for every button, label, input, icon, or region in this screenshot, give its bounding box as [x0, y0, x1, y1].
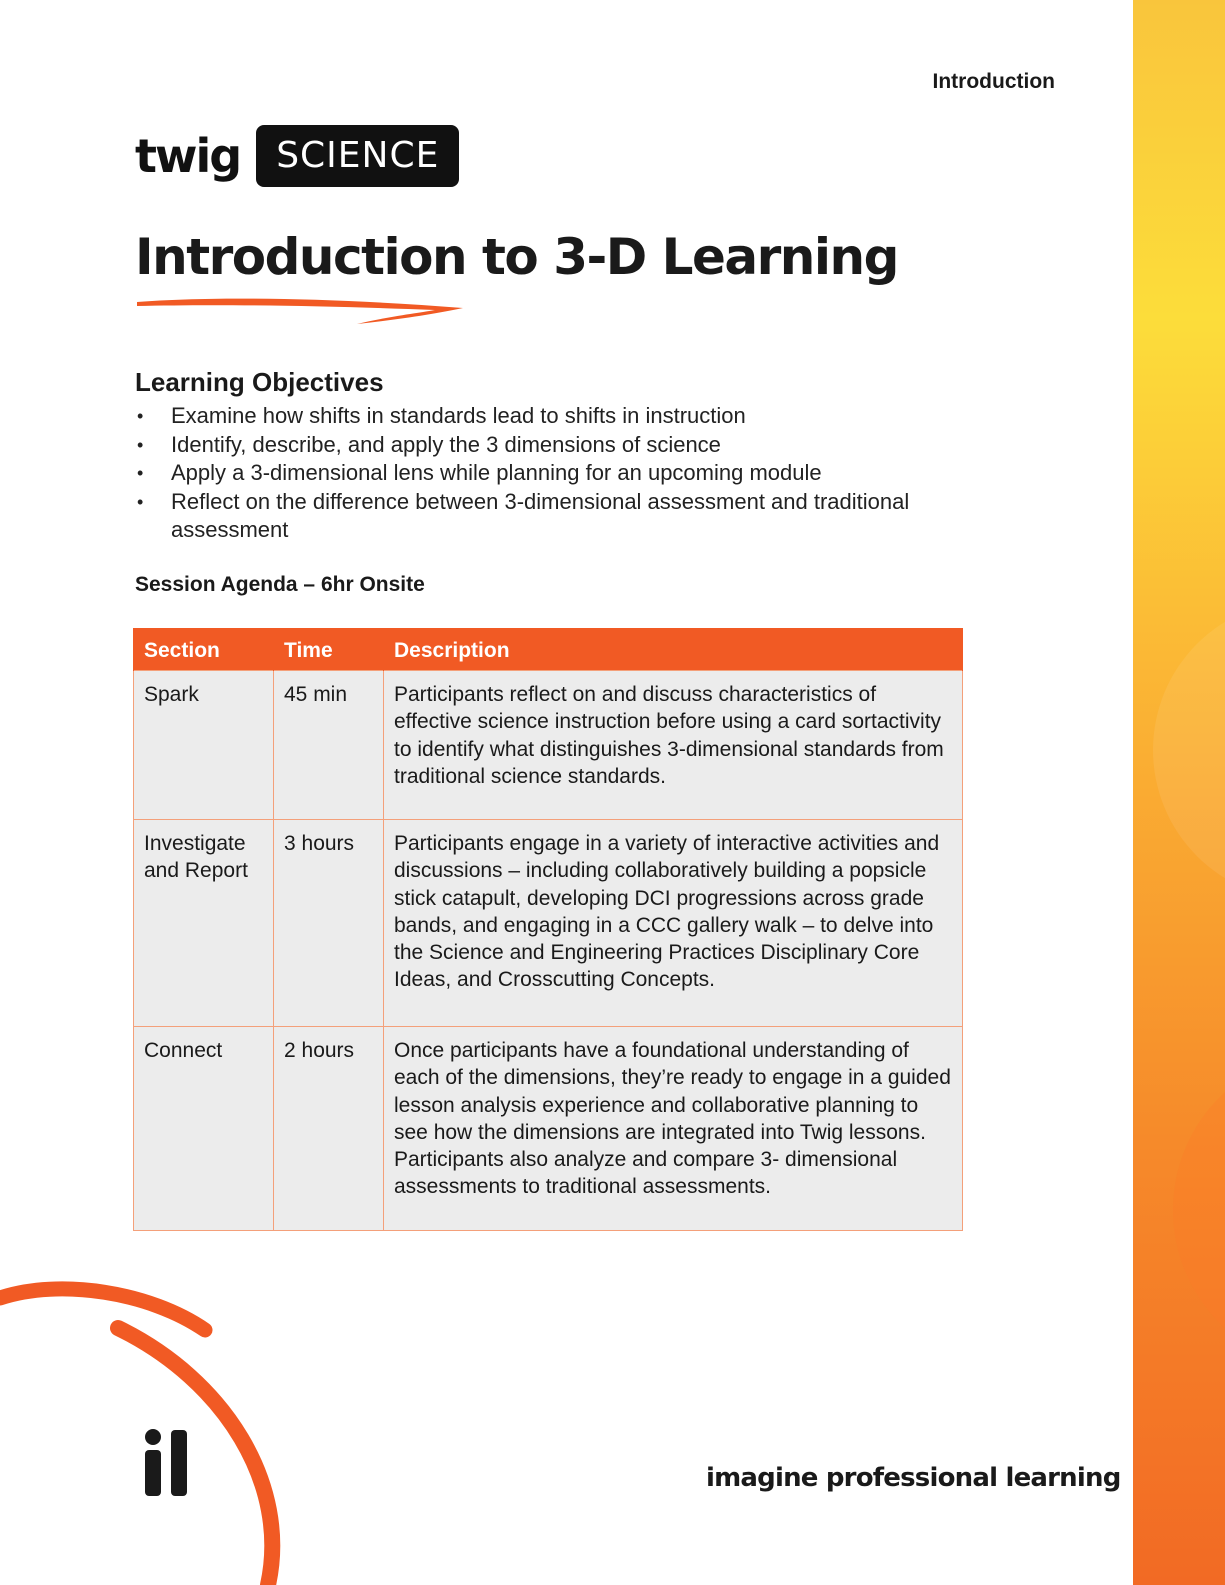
objective-item: • Apply a 3-dimensional lens while planning for an upcoming module [135, 459, 1015, 488]
cell-section: Spark [134, 671, 274, 820]
cell-description: Once participants have a foundational understanding of each of the dimensions, they’re ready to engage in a guided lesson analysis experience and collaborative planning to see how the dimensions are integrated into Twig lessons. Participants also analyze and compare 3- dimensional assessments to traditional assessments. [384, 1027, 963, 1231]
agenda-header-row [134, 628, 963, 671]
section-label: Introduction [932, 70, 1055, 93]
cell-section: Investigate and Report [134, 820, 274, 1027]
learning-objectives-list [135, 402, 1015, 545]
table-row [134, 820, 963, 1027]
cell-section: Connect [134, 1027, 274, 1231]
objective-item: • Reflect on the difference between 3-dimensional assessment and traditional assessment [135, 488, 1015, 545]
cell-time: 2 hours [274, 1027, 384, 1231]
logo-twig-text: twig [135, 129, 241, 183]
objective-item: • Examine how shifts in standards lead to shifts in instruction [135, 402, 1015, 431]
table-row [134, 1027, 963, 1231]
cell-time: 3 hours [274, 820, 384, 1027]
cell-time: 45 min [274, 671, 384, 820]
cell-description: Participants engage in a variety of interactive activities and discussions – including collaboratively building a popsicle stick catapult, developing DCI progressions across grade bands, and engaging in a CCC gallery walk – to delve into the Science and Engineering Practices Disciplinary Core Ideas, and Crosscutting Concepts. [384, 820, 963, 1027]
objective-item: • Identify, describe, and apply the 3 dimensions of science [135, 431, 1015, 460]
decorative-side-band [1133, 0, 1225, 1585]
twig-science-logo [135, 120, 459, 192]
band-swirl [1173, 1050, 1225, 1370]
agenda-table [133, 628, 963, 1231]
cell-description: Participants reflect on and discuss characteristics of effective science instruction before using a card sortactivity to identify what distinguishes 3-dimensional standards from traditional science standards. [384, 671, 963, 820]
column-header-description: Description [384, 628, 963, 671]
session-agenda-heading: Session Agenda – 6hr Onsite [135, 573, 425, 596]
footer-brand: imagine professional learning [706, 1463, 1121, 1493]
column-header-time: Time [274, 628, 384, 671]
learning-objectives-heading: Learning Objectives [135, 367, 384, 397]
band-swirl [1153, 600, 1225, 900]
page-title: Introduction to 3-D Learning [135, 228, 898, 286]
logo-science-badge: SCIENCE [256, 125, 459, 187]
column-header-section: Section [134, 628, 274, 671]
title-underline-swoosh [135, 292, 475, 332]
il-monogram-logo [143, 1428, 191, 1498]
table-row [134, 671, 963, 820]
